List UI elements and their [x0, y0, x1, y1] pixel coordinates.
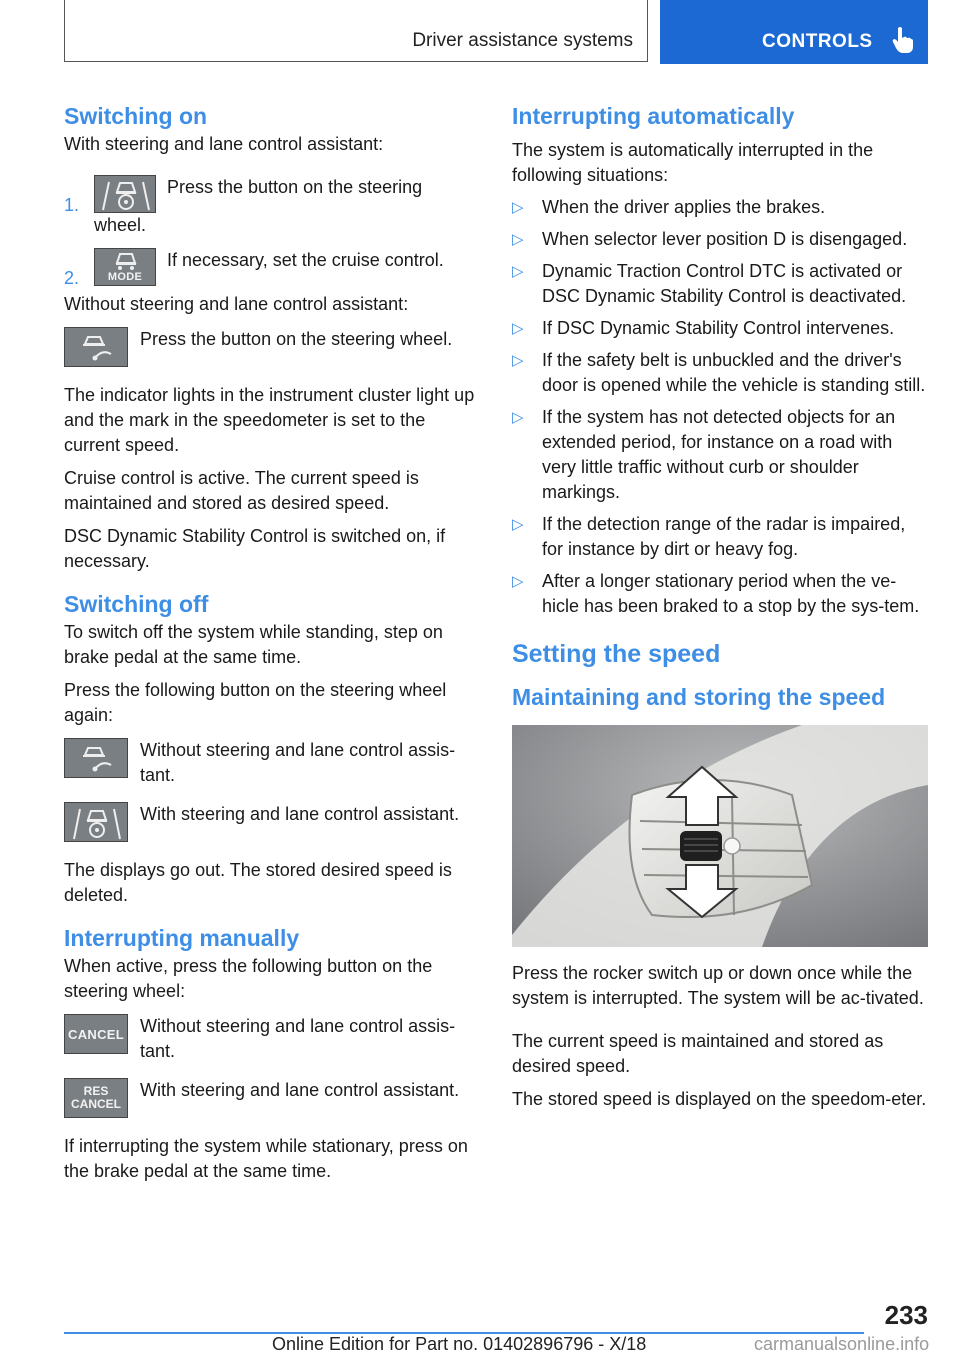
steering-assistant-button-icon [64, 802, 128, 842]
res-label: RES [83, 1084, 109, 1098]
interrupting-item-2 [64, 1078, 478, 1120]
bullet-triangle-icon: ▷ [512, 409, 524, 426]
list-item-text: If DSC Dynamic Stability Control intervenes. [542, 318, 895, 338]
bullet-triangle-icon: ▷ [512, 263, 524, 280]
mode-button-icon [94, 248, 156, 286]
list-item [512, 405, 928, 505]
interrupting-item-1-text: Without steering and lane control assis‐tant. [140, 1016, 456, 1061]
list-item-text: When selector lever position D is disengaged. [542, 229, 908, 249]
step-number: 1. [64, 195, 80, 215]
list-item [512, 348, 928, 398]
cancel-button-icon [64, 1014, 128, 1054]
res-cancel-button-icon [64, 1078, 128, 1118]
heading-setting-speed: Setting the speed [512, 640, 721, 668]
mode-label: MODE [107, 271, 143, 283]
interrupting-manually-p1: When active, press the following button on the steering wheel: [64, 956, 433, 1001]
list-item [512, 195, 928, 220]
step-2 [64, 248, 478, 286]
interrupting-item-1 [64, 1014, 478, 1064]
right-column [512, 100, 928, 1112]
list-item-text: When the driver applies the brakes. [542, 197, 826, 217]
chapter-title: CONTROLS [762, 31, 873, 52]
heading-interrupting-automatically: Interrupting automatically [512, 103, 795, 129]
interrupting-auto-intro: The system is automatically interrupted in the following situations: [512, 140, 874, 185]
bullet-triangle-icon: ▷ [512, 199, 524, 216]
cruise-control-button-icon [64, 327, 128, 367]
step-text: If necessary, set the cruise control. [162, 250, 444, 270]
heading-interrupting-manually: Interrupting manually [64, 925, 300, 951]
chapter-tab[interactable] [660, 0, 928, 64]
section-tab [64, 0, 648, 62]
setting-speed-p1: Press the rocker switch up or down once while the system is interrupted. The system will be ac‐tivated. [512, 963, 924, 1008]
list-item [512, 569, 928, 619]
list-item-text: Dynamic Traction Control DTC is activated or DSC Dynamic Stability Control is deactivated. [542, 261, 907, 306]
step-1 [64, 175, 478, 238]
switching-off-p1: To switch off the system while standing, step on brake pedal at the same time. [64, 622, 443, 667]
interrupting-manually-p2: If interrupting the system while stationary, press on the brake pedal at the same time. [64, 1136, 468, 1181]
setting-speed-p3: The stored speed is displayed on the speedom‐eter. [512, 1089, 927, 1109]
heading-switching-on: Switching on [64, 103, 208, 129]
without-assistant-text: Without steering and lane control assistant: [64, 294, 409, 314]
list-item [512, 512, 928, 562]
switching-off-p2: Press the following button on the steering wheel again: [64, 680, 447, 725]
page-number: 233 [884, 1300, 928, 1330]
list-item-text: If the detection range of the radar is impaired, for instance by dirt or heavy fog. [542, 514, 906, 559]
section-title: Driver assistance systems [412, 30, 633, 51]
cruise-control-button-icon [64, 738, 128, 778]
left-column [64, 100, 478, 1184]
bullet-triangle-icon: ▷ [512, 516, 524, 533]
heading-switching-off: Switching off [64, 591, 209, 617]
list-item [512, 259, 928, 309]
page-header [64, 0, 928, 64]
switching-on-intro: With steering and lane control assistant: [64, 134, 384, 154]
site-watermark[interactable]: carmanualsonline.info [754, 1334, 930, 1354]
list-item-text: After a longer stationary period when the ve‐hicle has been braked to a stop by the sys‐tem. [542, 571, 920, 616]
para-cruise-active: Cruise control is active. The current speed is maintained and stored as desired speed. [64, 468, 419, 513]
interrupt-situations-list [512, 195, 928, 619]
step-number: 2. [64, 268, 80, 288]
list-item-text: If the system has not detected objects for an extended period, for instance on a road with very little traffic without curb or shoulder markings. [542, 407, 896, 502]
switching-off-item-1 [64, 738, 478, 788]
interrupting-item-2-text: With steering and lane control assistant. [140, 1080, 460, 1100]
switching-off-item-2-text: With steering and lane control assistant. [140, 804, 460, 824]
bullet-triangle-icon: ▷ [512, 573, 524, 590]
steering-assistant-button-icon [94, 175, 156, 213]
para-indicator: The indicator lights in the instrument cluster light up and the mark in the speedometer is set to the current speed. [64, 385, 475, 455]
bullet-triangle-icon: ▷ [512, 352, 524, 369]
bullet-triangle-icon: ▷ [512, 320, 524, 337]
without-assistant-row [64, 327, 478, 369]
without-assistant-action: Press the button on the steering wheel. [140, 329, 453, 349]
cancel-label: CANCEL [71, 1097, 121, 1111]
step-text: Press the button on the steering wheel. [94, 177, 423, 235]
list-item [512, 316, 928, 341]
steering-wheel-rocker-switch-icon [512, 725, 928, 947]
switching-off-p3: The displays go out. The stored desired speed is deleted. [64, 860, 452, 905]
switching-off-item-1-text: Without steering and lane control assis‐tant. [140, 740, 456, 785]
list-item [512, 227, 928, 252]
list-item-text: If the safety belt is unbuckled and the driver's door is opened while the vehicle is standing still. [542, 350, 926, 395]
pointing-hand-icon [892, 26, 914, 54]
cancel-label: CANCEL [68, 1027, 124, 1042]
edition-text: Online Edition for Part no. 01402896796 - X/18 [272, 1334, 647, 1354]
switching-off-item-2 [64, 802, 478, 844]
setting-speed-p2: The current speed is maintained and stored as desired speed. [512, 1031, 884, 1076]
para-dsc: DSC Dynamic Stability Control is switched on, if necessary. [64, 526, 446, 571]
heading-maintaining-storing: Maintaining and storing the speed [512, 684, 886, 710]
bullet-triangle-icon: ▷ [512, 231, 524, 248]
